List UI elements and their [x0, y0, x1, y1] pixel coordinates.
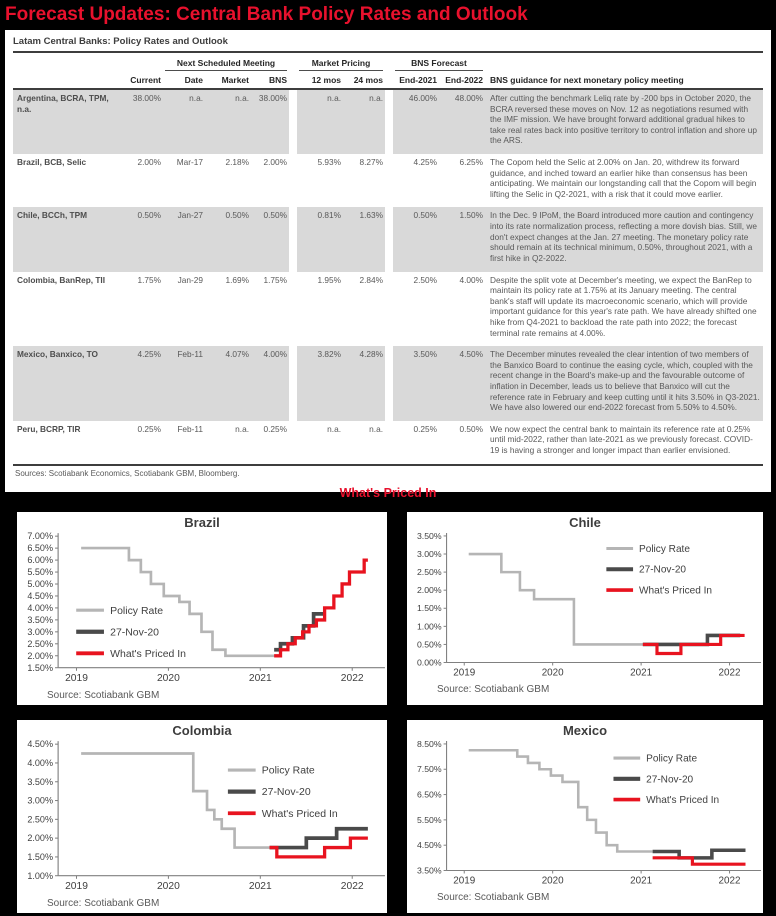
svg-text:2019: 2019 — [453, 667, 476, 679]
svg-text:8.50%: 8.50% — [416, 738, 442, 749]
cell-end2022: 0.50% — [459, 423, 483, 434]
chart-title: Chile — [569, 514, 601, 530]
svg-text:4.50%: 4.50% — [416, 840, 442, 851]
cell-market: 1.69% — [225, 274, 249, 285]
cell-12mos: 0.81% — [297, 207, 343, 271]
cell-market: 4.07% — [205, 346, 251, 421]
rates-table-card — [5, 30, 771, 483]
cell-end2021: 46.00% — [393, 90, 439, 154]
cell-market: 0.50% — [205, 207, 251, 271]
mid-heading-strip — [5, 483, 771, 503]
spacer — [485, 53, 763, 71]
svg-text:3.50%: 3.50% — [416, 865, 442, 876]
svg-text:2.50%: 2.50% — [27, 638, 53, 649]
cell-bns: 4.00% — [251, 346, 289, 421]
chart-source: Source: Scotiabank GBM — [437, 892, 550, 904]
cell-end2021: 4.25% — [413, 157, 437, 168]
spacer — [13, 53, 117, 71]
svg-text:5.50%: 5.50% — [416, 814, 442, 825]
column-gap — [385, 346, 393, 421]
col-market: Market — [221, 75, 249, 85]
column-gap — [289, 421, 297, 464]
cell-current: 2.00% — [137, 157, 161, 168]
cell-end2022: 4.50% — [439, 346, 485, 421]
row-name: Peru, BCRP, TIR — [17, 423, 81, 434]
cell-24mos: 1.63% — [343, 207, 385, 271]
cell-end2021: 3.50% — [393, 346, 439, 421]
column-gap — [289, 53, 297, 71]
svg-text:1.50%: 1.50% — [416, 602, 442, 613]
cell-24mos: 4.28% — [343, 346, 385, 421]
cell-24mos: 8.27% — [359, 157, 383, 168]
group-market-pricing: Market Pricing — [299, 53, 383, 71]
cell-bns: 1.75% — [263, 274, 287, 285]
svg-text:2021: 2021 — [630, 667, 653, 679]
svg-text:Policy Rate: Policy Rate — [646, 753, 698, 765]
chart-brazil — [14, 509, 390, 708]
row-name: Argentina, BCRA, TPM, n.a. — [13, 90, 117, 154]
svg-text:7.50%: 7.50% — [416, 764, 442, 775]
cell-market: n.a. — [235, 423, 249, 434]
cell-24mos: n.a. — [343, 90, 385, 154]
table-body — [13, 90, 763, 464]
table-row — [13, 90, 763, 154]
chart-plot — [407, 530, 763, 684]
svg-text:0.00%: 0.00% — [416, 657, 442, 668]
column-gap — [385, 71, 393, 88]
cell-guidance: In the Dec. 9 IPoM, the Board introduced more caution and contingency into its rate normalization process, reflecting a more dovish bias. Still, we don't expect changes at the Jan. 27 meeting. The monetary policy rate should remain at its technical minimum, 0.50%, throughout 2021, with a first hike in Q2-2022. — [485, 207, 763, 271]
svg-text:6.50%: 6.50% — [27, 542, 53, 553]
svg-text:2021: 2021 — [248, 672, 272, 684]
cell-market: 2.18% — [225, 157, 249, 168]
cell-date: Jan-27 — [163, 207, 205, 271]
svg-text:1.00%: 1.00% — [416, 620, 442, 631]
column-gap — [385, 90, 393, 154]
svg-text:5.50%: 5.50% — [27, 566, 53, 577]
svg-text:5.00%: 5.00% — [27, 578, 53, 589]
cell-guidance: After cutting the benchmark Leliq rate by -200 bps in October 2020, the BCRA reversed these moves on Nov. 12 as negotiations resumed with the IMF mission. We have brought forward additional gradual hikes to take real rates back into positive territory to control inflation and shore up the ARS. — [485, 90, 763, 154]
page-title: Forecast Updates: Central Bank Policy Rates and Outlook — [5, 4, 528, 25]
svg-text:2022: 2022 — [340, 672, 364, 684]
cell-bns: 2.00% — [263, 157, 287, 168]
sources-note: Sources: Scotiabank Economics, Scotiabank GBM, Bloomberg. — [15, 468, 240, 478]
svg-text:2.00%: 2.00% — [27, 833, 53, 844]
svg-text:3.50%: 3.50% — [27, 776, 53, 787]
cell-12mos: 5.93% — [317, 157, 341, 168]
cell-current: 38.00% — [117, 90, 163, 154]
svg-text:2.00%: 2.00% — [27, 650, 53, 661]
column-gap — [385, 272, 393, 347]
cell-guidance: The December minutes revealed the clear intention of two members of the Banxico Board to continue the easing cycle, which, coupled with the recent change in the Board's make-up and the favourable outcome of inflation in December, leads us to believe that Banxico will cut the reference rate in February and keep cutting until it hits 3.50% in Q3-2021. We have also lowered our end-2022 forecast from 5.50% to 4.50%. — [485, 346, 763, 421]
svg-text:3.50%: 3.50% — [416, 530, 442, 541]
svg-text:0.50%: 0.50% — [416, 639, 442, 650]
svg-text:What's Priced In: What's Priced In — [110, 648, 187, 660]
cell-24mos: 2.84% — [359, 274, 383, 285]
table-row — [13, 421, 763, 464]
cell-24mos: n.a. — [369, 423, 383, 434]
cell-end2021: 0.50% — [393, 207, 439, 271]
svg-text:27-Nov-20: 27-Nov-20 — [261, 787, 311, 799]
row-name: Mexico, Banxico, TO — [13, 346, 117, 421]
col-24mos: 24 mos — [353, 75, 383, 85]
col-12mos: 12 mos — [311, 75, 341, 85]
spacer — [13, 71, 117, 88]
col-end2022: End-2022 — [445, 75, 483, 85]
group-next-meeting: Next Scheduled Meeting — [165, 53, 287, 71]
cell-bns: 0.25% — [263, 423, 287, 434]
column-gap — [289, 207, 297, 271]
svg-text:1.50%: 1.50% — [27, 662, 53, 673]
svg-text:4.00%: 4.00% — [27, 758, 53, 769]
svg-text:What's Priced In: What's Priced In — [646, 795, 720, 807]
chart-title: Mexico — [562, 723, 608, 738]
svg-text:2019: 2019 — [453, 875, 476, 887]
svg-text:2020: 2020 — [541, 667, 564, 679]
col-date: Date — [184, 75, 203, 85]
cell-guidance: Despite the split vote at December's meeting, we expect the BanRep to maintain its policy rate at 1.75% at its January meeting. The central bank's staff will update its macroeconomic scenario, which will provide important guidance for this year's rate path. We have already shifted one hike from Q4-2021 to backload the rate path into 2022; the forecast terminal rate remains at 4.00%. — [490, 274, 757, 338]
chart-colombia — [14, 717, 390, 916]
cell-date: n.a. — [163, 90, 205, 154]
col-guidance: BNS guidance for next monetary policy meeting — [490, 75, 684, 85]
cell-current: 4.25% — [117, 346, 163, 421]
column-gap — [289, 71, 297, 88]
svg-text:27-Nov-20: 27-Nov-20 — [110, 627, 160, 639]
cell-end2022: 6.25% — [459, 157, 483, 168]
column-gap — [385, 53, 393, 71]
cell-bns: 38.00% — [251, 90, 289, 154]
svg-text:2019: 2019 — [65, 881, 88, 893]
svg-text:3.00%: 3.00% — [27, 795, 53, 806]
chart-title: Colombia — [172, 723, 232, 738]
row-name: Brazil, BCB, Selic — [17, 157, 87, 168]
cell-current: 0.50% — [117, 207, 163, 271]
svg-text:2021: 2021 — [630, 875, 653, 887]
row-name: Colombia, BanRep, TII — [17, 274, 106, 285]
svg-text:4.50%: 4.50% — [27, 739, 53, 750]
svg-text:Policy Rate: Policy Rate — [261, 765, 315, 777]
cell-current: 1.75% — [137, 274, 161, 285]
chart-plot — [407, 738, 763, 892]
svg-text:2.00%: 2.00% — [416, 584, 442, 595]
chart-chile — [404, 509, 766, 708]
cell-12mos: 1.95% — [317, 274, 341, 285]
cell-12mos: 3.82% — [297, 346, 343, 421]
group-bns-forecast: BNS Forecast — [395, 53, 483, 71]
svg-text:What's Priced In: What's Priced In — [261, 808, 338, 820]
svg-text:2022: 2022 — [718, 667, 741, 679]
svg-text:27-Nov-20: 27-Nov-20 — [638, 564, 687, 576]
cell-end2022: 48.00% — [439, 90, 485, 154]
cell-date: Mar-17 — [176, 157, 203, 168]
column-gap — [385, 154, 393, 207]
cell-end2022: 4.00% — [459, 274, 483, 285]
svg-text:4.00%: 4.00% — [27, 602, 53, 613]
cell-12mos: n.a. — [297, 90, 343, 154]
svg-text:2.50%: 2.50% — [416, 566, 442, 577]
col-bns: BNS — [269, 75, 287, 85]
table-row — [13, 272, 763, 347]
svg-text:Policy Rate: Policy Rate — [110, 605, 164, 617]
svg-text:2019: 2019 — [65, 672, 88, 684]
svg-text:2020: 2020 — [156, 672, 180, 684]
svg-text:2022: 2022 — [718, 875, 741, 887]
svg-text:1.00%: 1.00% — [27, 870, 53, 881]
col-current: Current — [130, 75, 161, 85]
chart-source: Source: Scotiabank GBM — [437, 683, 550, 695]
svg-text:What's Priced In: What's Priced In — [638, 585, 713, 597]
svg-text:2020: 2020 — [156, 881, 180, 893]
chart-mexico — [404, 717, 766, 916]
svg-text:3.50%: 3.50% — [27, 614, 53, 625]
cell-end2021: 2.50% — [413, 274, 437, 285]
table-row — [13, 346, 763, 421]
svg-text:2021: 2021 — [248, 881, 272, 893]
charts-grid — [14, 509, 766, 916]
chart-plot — [17, 530, 387, 690]
chart-source: Source: Scotiabank GBM — [47, 690, 160, 701]
table-column-header — [13, 71, 763, 88]
cell-guidance: We now expect the central bank to maintain its reference rate at 0.25% until mid-2022, rather than late-2021 as we previously forecast. COVID-19 is having a stronger and longer impact than earlier envisioned. — [490, 423, 753, 456]
cell-bns: 0.50% — [251, 207, 289, 271]
cell-date: Feb-11 — [177, 423, 203, 434]
svg-text:3.00%: 3.00% — [416, 548, 442, 559]
column-gap — [385, 207, 393, 271]
svg-text:1.50%: 1.50% — [27, 852, 53, 863]
svg-text:2.50%: 2.50% — [27, 814, 53, 825]
cell-end2022: 1.50% — [439, 207, 485, 271]
svg-text:6.00%: 6.00% — [27, 554, 53, 565]
table-row — [13, 154, 763, 207]
column-gap — [289, 154, 297, 207]
cell-guidance: The Copom held the Selic at 2.00% on Jan. 20, withdrew its forward guidance, and inched toward an earlier hike than consensus has been anticipating. We maintain our longstanding call that the Copom will begin lifting the Selic in Q2-2021, with a risk that it could move earlier. — [490, 157, 757, 199]
cell-market: n.a. — [205, 90, 251, 154]
svg-text:27-Nov-20: 27-Nov-20 — [646, 774, 694, 786]
cell-date: Jan-29 — [177, 274, 203, 285]
table-title: Latam Central Banks: Policy Rates and Outlook — [13, 36, 228, 47]
column-gap — [385, 421, 393, 464]
svg-text:3.00%: 3.00% — [27, 626, 53, 637]
cell-12mos: n.a. — [327, 423, 341, 434]
chart-plot — [17, 738, 387, 898]
table-row — [13, 207, 763, 271]
cell-end2021: 0.25% — [413, 423, 437, 434]
column-gap — [289, 346, 297, 421]
row-name: Chile, BCCh, TPM — [13, 207, 117, 271]
chart-source: Source: Scotiabank GBM — [47, 898, 160, 910]
svg-text:Policy Rate: Policy Rate — [638, 543, 690, 555]
column-gap — [289, 90, 297, 154]
cell-date: Feb-11 — [163, 346, 205, 421]
svg-text:2022: 2022 — [340, 881, 364, 893]
svg-text:2020: 2020 — [541, 875, 564, 887]
svg-text:6.50%: 6.50% — [416, 789, 442, 800]
table-group-header — [13, 53, 763, 71]
svg-text:7.00%: 7.00% — [27, 530, 53, 541]
col-end2021: End-2021 — [399, 75, 437, 85]
chart-title: Brazil — [184, 514, 220, 530]
column-gap — [289, 272, 297, 347]
svg-text:4.50%: 4.50% — [27, 590, 53, 601]
cell-current: 0.25% — [137, 423, 161, 434]
mid-heading: What's Priced In — [339, 485, 437, 500]
spacer — [117, 53, 163, 71]
